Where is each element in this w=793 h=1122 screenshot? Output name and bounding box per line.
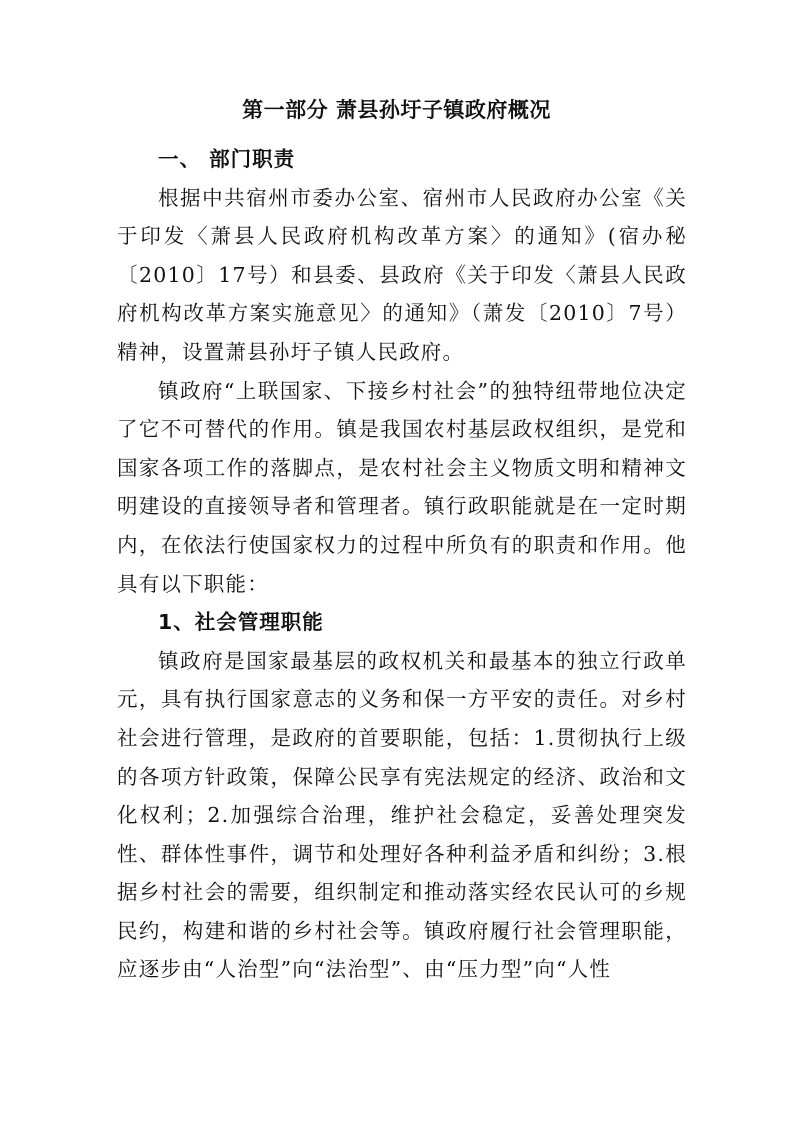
paragraph-basis: 根据中共宿州市委办公室、宿州市人民政府办公室《关于印发〈萧县人民政府机构改革方案〉的通知》(宿办秘〔2010〕17号）和县委、县政府《关于印发〈萧县人民政府机构改革方案实施意见〉的通知》（萧发〔2010〕7号）精神，设置萧县孙圩子镇人民政府。 <box>117 185 687 364</box>
page-title: 第一部分 萧县孙圩子镇政府概况 <box>242 98 551 122</box>
paragraph-social-management: 镇政府是国家最基层的政权机关和最基本的独立行政单元，具有执行国家意志的义务和保一方平安的责任。对乡村社会进行管理，是政府的首要职能，包括：1.贯彻执行上级的各项方针政策，保障公民享有宪法规定的经济、政治和文化权利；2.加强综合治理，维护社会稳定，妥善处理突发性、群体性事件，调节和处理好各种利益矛盾和纠纷；3.根据乡村社会的需要，组织制定和推动落实经农民认可的乡规民约，构建和谐的乡村社会等。镇政府履行社会管理职能，应逐步由“人治型”向“法治型”、由“压力型”向“人性 <box>117 648 687 982</box>
section-heading: 一、 部门职责 <box>158 147 296 171</box>
document-body <box>117 140 687 989</box>
paragraph-role: 镇政府“上联国家、下接乡村社会”的独特纽带地位决定了它不可替代的作用。镇是我国农村基层政权组织，是党和国家各项工作的落脚点，是农村社会主义物质文明和精神文明建设的直接领导者和管理者。镇行政职能就是在一定时期内，在依法行使国家权力的过程中所负有的职责和作用。他具有以下职能： <box>117 378 687 596</box>
subheading-social-management: 1、社会管理职能 <box>158 610 324 635</box>
